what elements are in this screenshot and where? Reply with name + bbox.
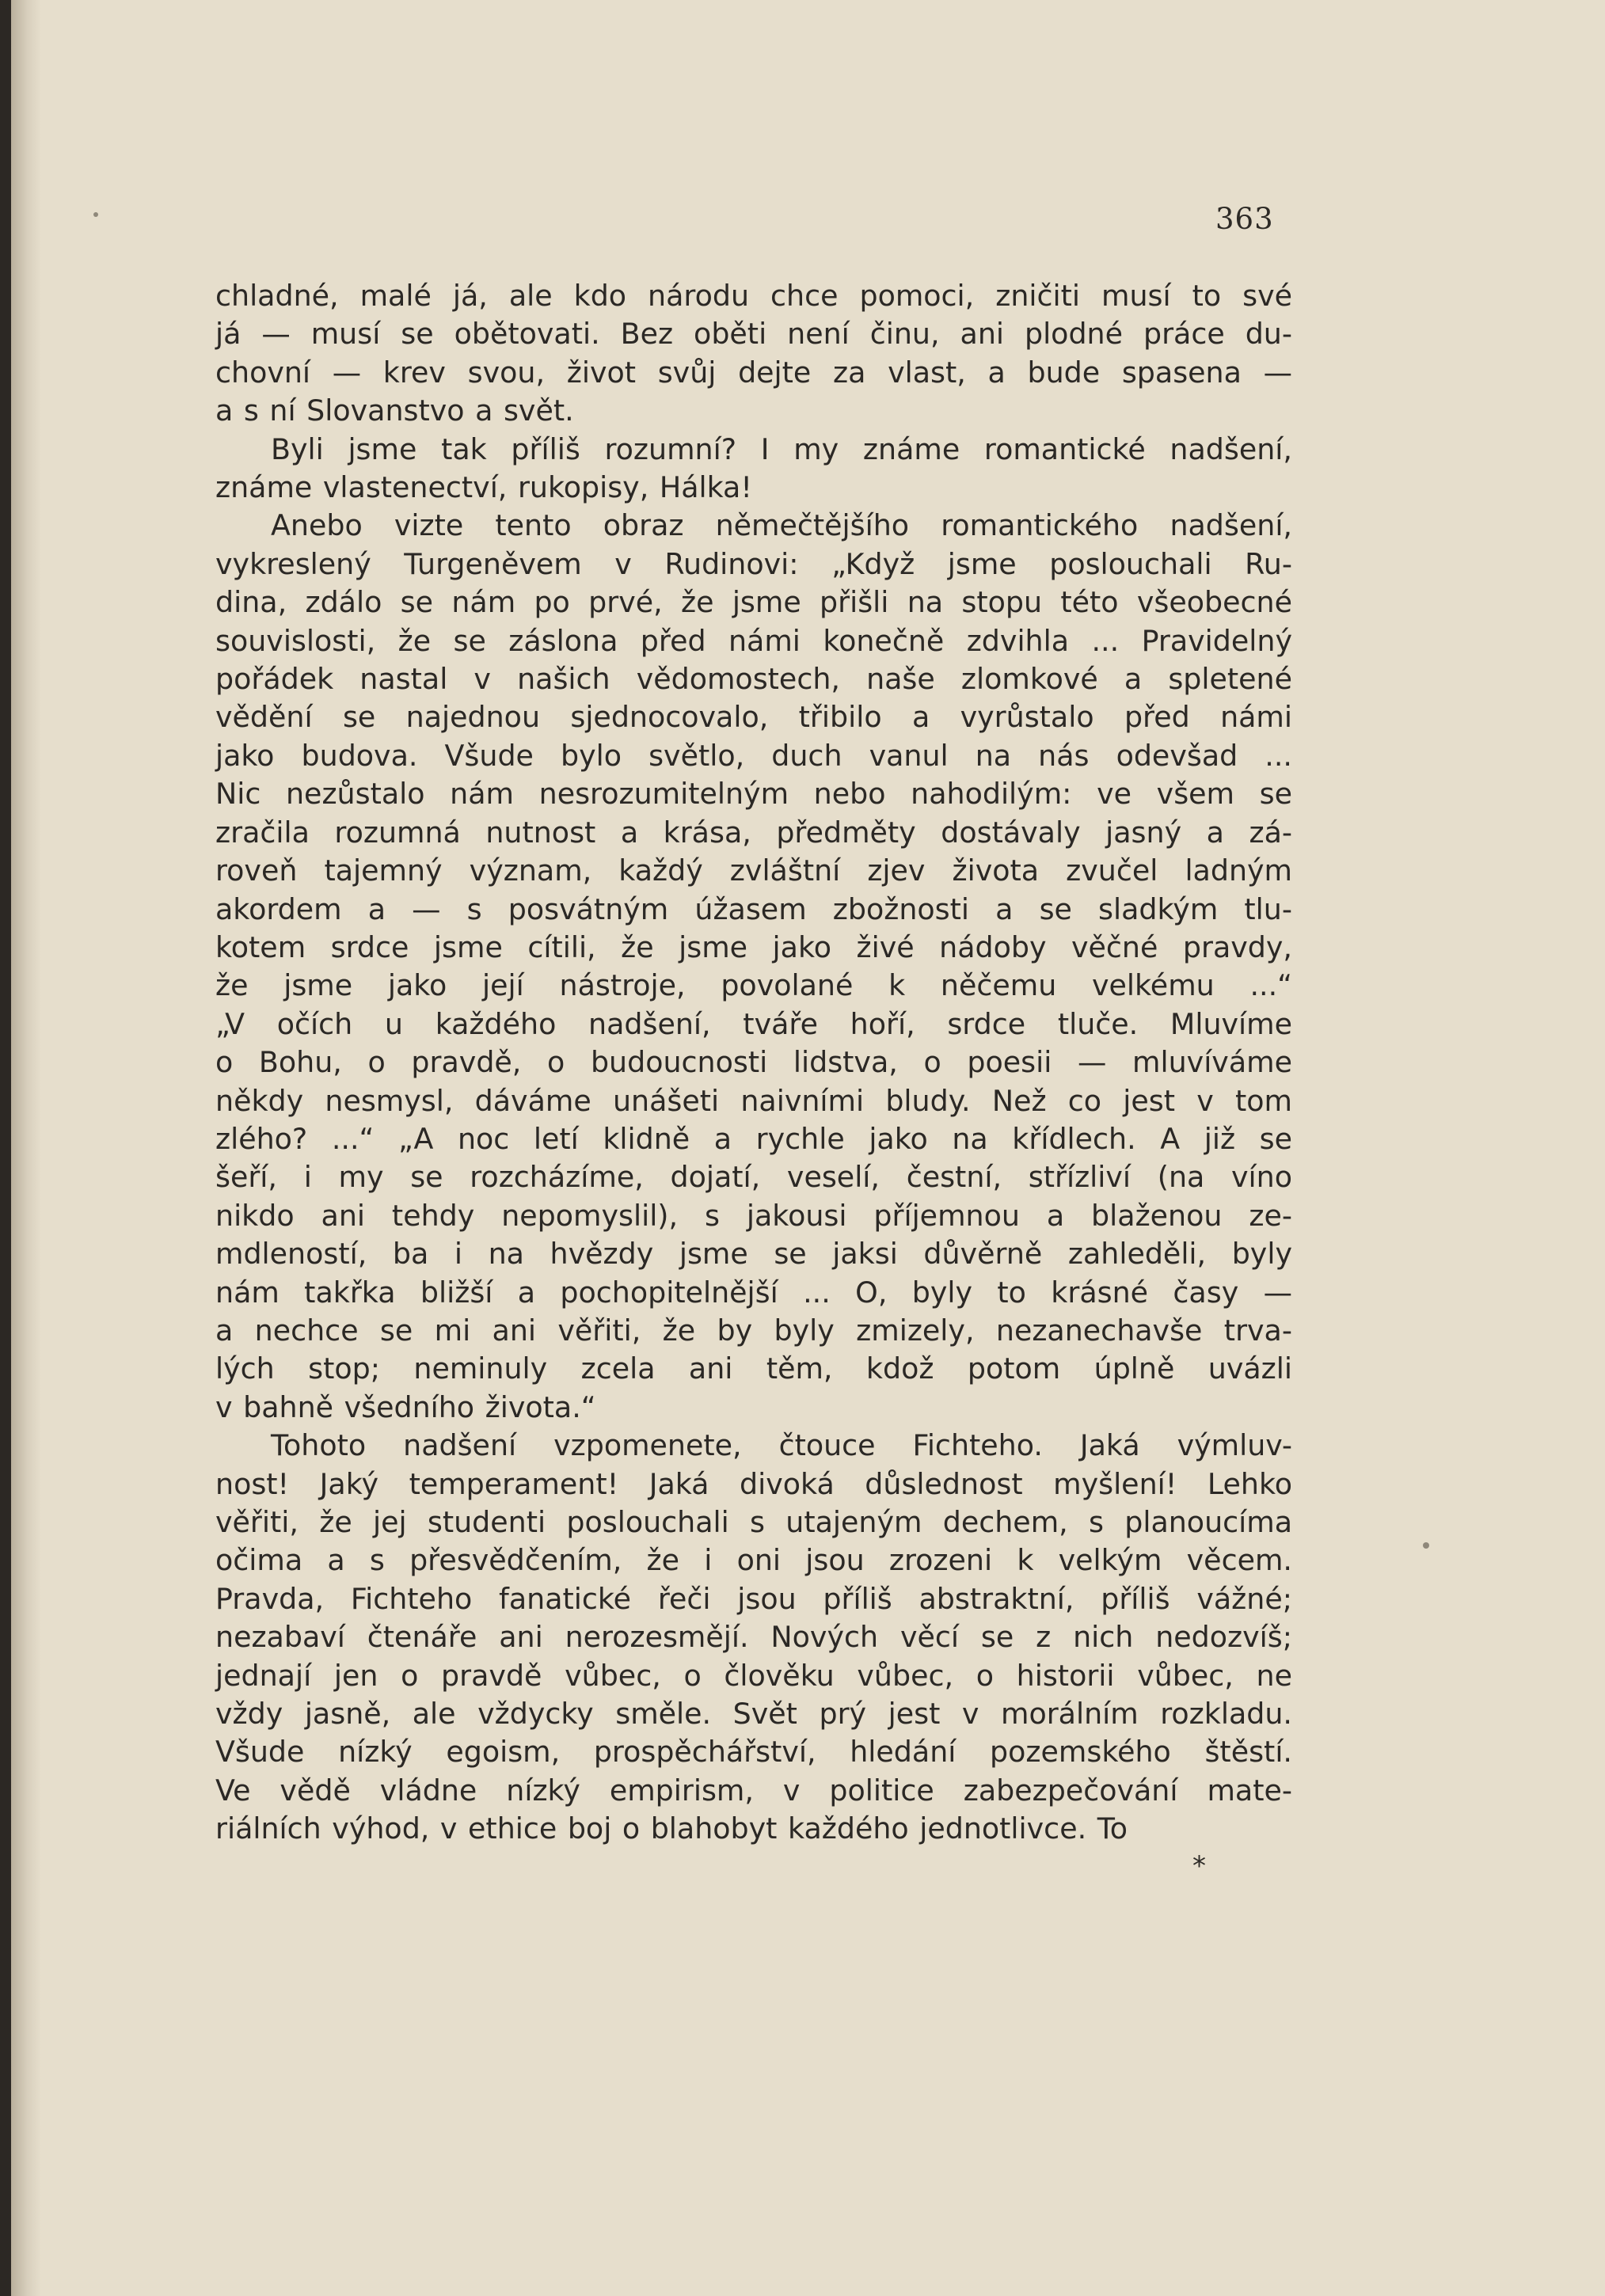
- text-line: jako budova. Všude bylo světlo, duch vanul na nás odevšad ...: [215, 738, 1292, 773]
- text-line: nám takřka bližší a pochopitelnější ... O, byly to krásné časy —: [215, 1275, 1292, 1310]
- text-line: chovní — krev svou, život svůj dejte za vlast, a bude spasena —: [215, 355, 1292, 390]
- text-line: jednají jen o pravdě vůbec, o člověku vůbec, o historii vůbec, ne: [215, 1658, 1292, 1693]
- text-line: „V očích u každého nadšení, tváře hoří, srdce tluče. Mluvíme: [215, 1006, 1292, 1041]
- paragraph: [215, 277, 1292, 431]
- text-line: nost! Jaký temperament! Jaká divoká důslednost myšlení! Lehko: [215, 1466, 1292, 1501]
- text-line: že jsme jako její nástroje, povolané k něčemu velkému ...“: [215, 968, 1292, 1003]
- text-line: kotem srdce jsme cítili, že jsme jako živé nádoby věčné pravdy,: [215, 929, 1292, 964]
- text-line: já — musí se obětovati. Bez oběti není činu, ani plodné práce du-: [215, 317, 1292, 352]
- text-line: mdleností, ba i na hvězdy jsme se jaksi důvěrně zahleděli, byly: [215, 1237, 1292, 1272]
- text-line: Pravda, Fichteho fanatické řeči jsou příliš abstraktní, příliš vážné;: [215, 1581, 1292, 1616]
- text-line: v bahně všedního života.“: [215, 1389, 596, 1424]
- text-line: zlého? ...“ „A noc letí klidně a rychle jako na křídlech. A již se: [215, 1121, 1292, 1156]
- text-line: vědění se najednou sjednocovalo, třibilo a vyrůstalo před námi: [215, 700, 1292, 735]
- text-line: souvislosti, že se záslona před námi konečně zdvihla ... Pravidelný: [215, 623, 1292, 658]
- text-line: a s ní Slovanstvo a svět.: [215, 393, 574, 428]
- text-line: vykreslený Turgeněvem v Rudinovi: „Když jsme poslouchali Ru-: [215, 546, 1292, 581]
- text-line: šeří, i my se rozcházíme, dojatí, veselí, čestní, střízliví (na víno: [215, 1160, 1292, 1195]
- text-line: akordem a — s posvátným úžasem zbožnosti a se sladkým tlu-: [215, 891, 1292, 926]
- text-line: Anebo vizte tento obraz němečtějšího romantického nadšení,: [271, 508, 1292, 543]
- book-binding-edge: [0, 0, 11, 2296]
- text-line: známe vlastenectví, rukopisy, Hálka!: [215, 470, 752, 505]
- text-line: pořádek nastal v našich vědomostech, naše zlomkové a spletené: [215, 662, 1292, 697]
- paper-speck: [1423, 1542, 1429, 1549]
- text-line: Tohoto nadšení vzpomenete, čtouce Fichteho. Jaká výmluv-: [271, 1428, 1292, 1463]
- text-line: nikdo ani tehdy nepomyslil), s jakousi příjemnou a blaženou ze-: [215, 1198, 1292, 1233]
- text-line: věřiti, že jej studenti poslouchali s utajeným dechem, s planoucíma: [215, 1505, 1292, 1539]
- paper-speck: [93, 212, 98, 217]
- paragraph: [215, 507, 1292, 1427]
- text-line: roveň tajemný význam, každý zvláštní zjev života zvučel ladným: [215, 853, 1292, 888]
- text-line: o Bohu, o pravdě, o budoucnosti lidstva, o poesii — mluvíváme: [215, 1045, 1292, 1080]
- text-line: dina, zdálo se nám po prvé, že jsme přišli na stopu této všeobecné: [215, 585, 1292, 620]
- text-line: zračila rozumná nutnost a krása, předměty dostávaly jasný a zá-: [215, 815, 1292, 850]
- text-line: Všude nízký egoism, prospěchářství, hledání pozemského štěstí.: [215, 1735, 1292, 1770]
- text-line: někdy nesmysl, dáváme unášeti naivními bludy. Než co jest v tom: [215, 1083, 1292, 1118]
- text-line: riálních výhod, v ethice boj o blahobyt každého jednotlivce. To: [215, 1811, 1128, 1846]
- text-line: Nic nezůstalo nám nesrozumitelným nebo nahodilým: ve všem se: [215, 777, 1292, 812]
- gutter-shadow: [11, 0, 41, 2296]
- text-line: lých stop; neminuly zcela ani těm, kdož potom úplně uvázli: [215, 1351, 1292, 1386]
- paragraph: [215, 1427, 1292, 1848]
- signature-mark: *: [1192, 1850, 1206, 1882]
- text-line: Ve vědě vládne nízký empirism, v politice zabezpečování mate-: [215, 1773, 1292, 1808]
- text-line: chladné, malé já, ale kdo národu chce pomoci, zničiti musí to své: [215, 279, 1292, 313]
- text-line: Byli jsme tak příliš rozumní? I my známe romantické nadšení,: [271, 431, 1292, 466]
- text-line: očima a s přesvědčením, že i oni jsou zrozeni k velkým věcem.: [215, 1543, 1292, 1578]
- body-text: [215, 277, 1292, 1849]
- paragraph: [215, 431, 1292, 507]
- page-number: 363: [1215, 202, 1274, 236]
- text-line: vždy jasně, ale vždycky směle. Svět prý jest v morálním rozkladu.: [215, 1697, 1292, 1732]
- text-line: a nechce se mi ani věřiti, že by byly zmizely, nezanechavše trva-: [215, 1313, 1292, 1348]
- text-line: nezabaví čtenáře ani nerozesmějí. Nových věcí se z nich nedozvíš;: [215, 1620, 1292, 1655]
